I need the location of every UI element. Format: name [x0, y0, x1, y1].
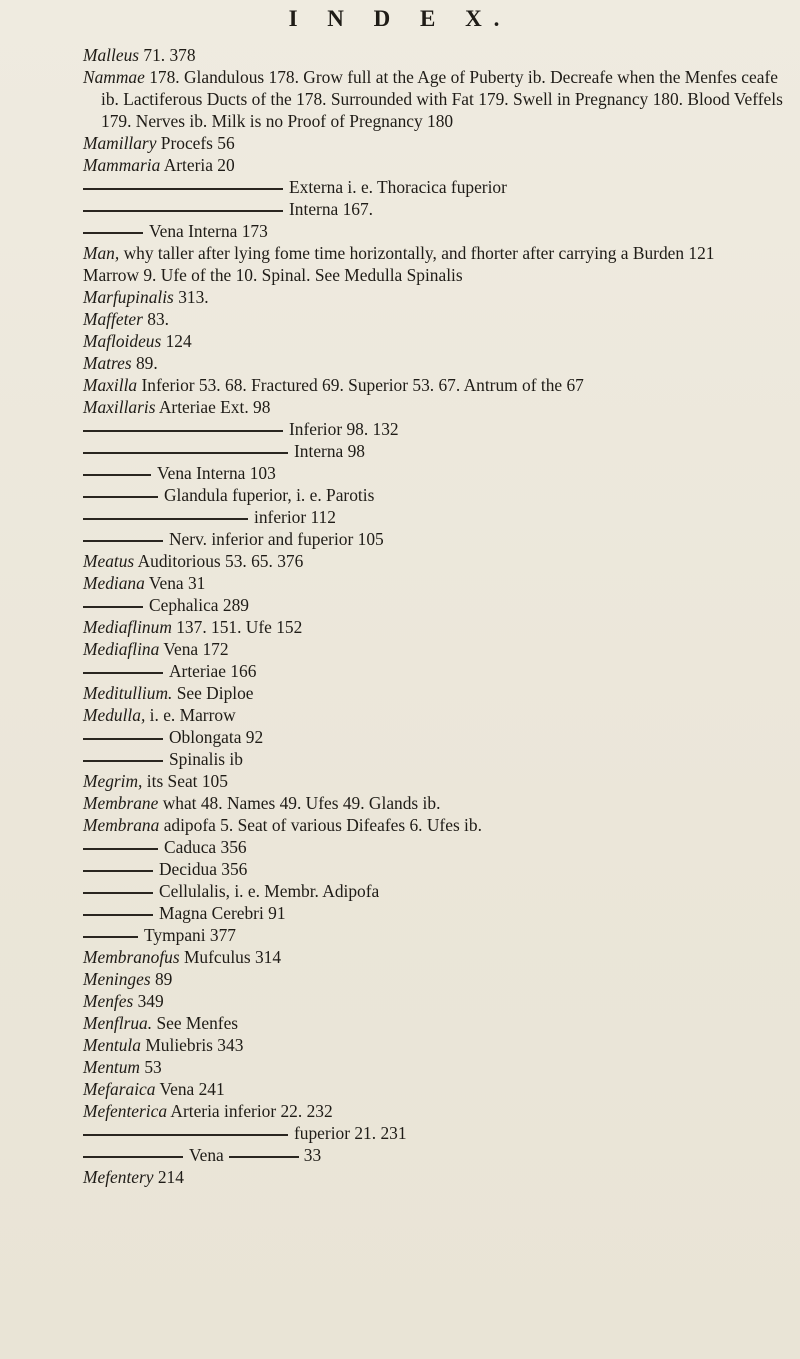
headword: Membrana [83, 815, 160, 835]
index-subentry [83, 660, 789, 682]
index-subentry [83, 880, 789, 902]
entry-text: Externa i. e. Thoracica fuperior [289, 177, 507, 197]
index-entry [83, 946, 789, 968]
index-entry [83, 682, 789, 704]
headword: Mediaflina [83, 639, 160, 659]
headword: Nammae [83, 67, 145, 87]
index-entry [83, 814, 789, 836]
index-entry [83, 286, 789, 308]
headword: Membrane [83, 793, 159, 813]
index-subentry [83, 484, 789, 506]
entry-text: 313. [178, 287, 209, 307]
headword: Mefaraica [83, 1079, 156, 1099]
index-subentry [83, 594, 789, 616]
headword: Mafloideus [83, 331, 162, 351]
entry-text: 89. [135, 353, 158, 373]
index-entry [83, 1100, 789, 1122]
entry-text: Muliebris 343 [145, 1035, 244, 1055]
ditto-rule [83, 1134, 288, 1136]
headword: Mefenterica [83, 1101, 168, 1121]
index-entry [83, 616, 789, 638]
index-entry [83, 1078, 789, 1100]
index-entry [83, 1012, 789, 1034]
index-entry [83, 990, 789, 1012]
entry-text: Mufculus 314 [183, 947, 282, 967]
entry-text: 137. 151. Ufe 152 [176, 617, 303, 637]
index-subentry [83, 858, 789, 880]
page-header: I N D E X. [288, 6, 512, 31]
entry-text: Caduca 356 [164, 837, 247, 857]
entry-text: adipofa 5. Seat of various Difeafes 6. Ufes ib. [163, 815, 482, 835]
entry-text: Inferior 98. 132 [289, 419, 399, 439]
entry-text: Vena 31 [148, 573, 206, 593]
ditto-rule [83, 848, 158, 850]
entry-text: Interna 98 [294, 441, 365, 461]
index-subentry [83, 440, 789, 462]
ditto-rule [83, 936, 138, 938]
entry-text: why taller after lying fome time horizontally, and fhorter after carrying a Burden 121 [123, 243, 715, 263]
ditto-rule [83, 210, 283, 212]
entry-tail: 33 [303, 1145, 322, 1165]
headword: Menfes [83, 991, 134, 1011]
entry-text: 178. Glandulous 178. Grow full at the Age of Puberty ib. Decreafe when the Menfes ceafe ib. Lactiferous Ducts of the 178. Surrounded with Fat 179. Swell in Pregnancy 180. Blood Veffels 179. Nerves ib. Milk is no Proof of Pregnancy 180 [101, 67, 783, 131]
headword: Malleus [83, 45, 140, 65]
index-entry [83, 132, 789, 154]
index-entry [83, 792, 789, 814]
headword: Menflrua. [83, 1013, 153, 1033]
headword: Matres [83, 353, 132, 373]
index-subentry [83, 462, 789, 484]
ditto-rule [83, 760, 163, 762]
entry-text: 349 [137, 991, 164, 1011]
index-entry [83, 308, 789, 330]
entry-text: its Seat 105 [146, 771, 228, 791]
ditto-rule [83, 606, 143, 608]
ditto-rule [83, 738, 163, 740]
index-entry [83, 264, 789, 286]
entry-text: 71. 378 [143, 45, 196, 65]
entry-text: i. e. Marrow [149, 705, 236, 725]
index-entry [83, 638, 789, 660]
entry-text: Vena 172 [163, 639, 229, 659]
entry-text: 124 [165, 331, 192, 351]
entry-text: Procefs 56 [160, 133, 235, 153]
entry-text: Vena Interna 103 [157, 463, 276, 483]
entry-text: Arteria inferior 22. 232 [170, 1101, 333, 1121]
entry-text: Vena 241 [159, 1079, 225, 1099]
headword: Mammaria [83, 155, 161, 175]
headword: Meditullium. [83, 683, 173, 703]
entry-text: Inferior 53. 68. Fractured 69. Superior 53. 67. Antrum of the 67 [141, 375, 584, 395]
index-subentry [83, 198, 789, 220]
entry-text: Tympani 377 [144, 925, 237, 945]
index-entry [83, 968, 789, 990]
entry-text: Cephalica 289 [149, 595, 249, 615]
index-subentry [83, 176, 789, 198]
entry-text: Arteriae Ext. 98 [158, 397, 271, 417]
leader-rule [229, 1156, 299, 1158]
entry-text: Vena Interna 173 [149, 221, 268, 241]
ditto-rule [83, 672, 163, 674]
index-subentry [83, 748, 789, 770]
entry-text: inferior 112 [254, 507, 336, 527]
entry-text: 89 [154, 969, 173, 989]
entry-text: Nerv. inferior and fuperior 105 [169, 529, 384, 549]
index-entry [83, 154, 789, 176]
entry-text: Arteria 20 [163, 155, 235, 175]
index-entry [83, 550, 789, 572]
entry-text: See Menfes [156, 1013, 239, 1033]
ditto-rule [83, 914, 153, 916]
headword: Membranofus [83, 947, 180, 967]
entry-text: 53 [144, 1057, 162, 1077]
index-entry [83, 396, 789, 418]
ditto-rule [83, 1156, 183, 1158]
ditto-rule [83, 430, 283, 432]
ditto-rule [83, 474, 151, 476]
index-entry [83, 1056, 789, 1078]
entry-text: fuperior 21. 231 [294, 1123, 407, 1143]
headword: Man, [83, 243, 120, 263]
headword: Megrim, [83, 771, 143, 791]
entry-text: 83. [147, 309, 169, 329]
index-subentry [83, 924, 789, 946]
ditto-rule [83, 518, 248, 520]
index-entry [83, 1034, 789, 1056]
headword: Mefentery [83, 1167, 154, 1187]
entry-text: Glandula fuperior, i. e. Parotis [164, 485, 375, 505]
index-entry [83, 374, 789, 396]
index-entry [83, 242, 789, 264]
entry-text: Cellulalis, i. e. Membr. Adipofa [159, 881, 380, 901]
headword: Maxillaris [83, 397, 156, 417]
headword: Maffeter [83, 309, 143, 329]
headword: Marfupinalis [83, 287, 174, 307]
entry-text: Arteriae 166 [169, 661, 257, 681]
index-subentry [83, 528, 789, 550]
entry-text: Spinalis ib [169, 749, 243, 769]
entry-text: Auditorious 53. 65. 376 [137, 551, 304, 571]
index-entry [83, 66, 789, 132]
index-entry [83, 1166, 789, 1188]
headword: Mentum [83, 1057, 140, 1077]
entry-text: Vena [189, 1145, 224, 1165]
entry-text: what 48. Names 49. Ufes 49. Glands ib. [162, 793, 441, 813]
index-subentry [83, 836, 789, 858]
index-entry [83, 770, 789, 792]
index-entry [83, 330, 789, 352]
entry-text: 214 [157, 1167, 184, 1187]
headword: Meninges [83, 969, 151, 989]
index-entry [83, 352, 789, 374]
index-subentry [83, 1144, 789, 1166]
index-entry [83, 44, 789, 66]
headword: Mentula [83, 1035, 141, 1055]
entry-text: Oblongata 92 [169, 727, 264, 747]
entry-text: Marrow 9. Ufe of the 10. Spinal. See Medulla Spinalis [83, 265, 463, 285]
ditto-rule [83, 870, 153, 872]
entry-text: Interna 167. [289, 199, 374, 219]
index-list [83, 44, 789, 1188]
headword: Mamillary [83, 133, 157, 153]
index-subentry [83, 220, 789, 242]
index-entry [83, 572, 789, 594]
index-subentry [83, 506, 789, 528]
index-subentry [83, 726, 789, 748]
headword: Maxilla [83, 375, 138, 395]
index-subentry [83, 1122, 789, 1144]
headword: Medulla, [83, 705, 146, 725]
entry-text: Decidua 356 [159, 859, 248, 879]
index-entry [83, 704, 789, 726]
ditto-rule [83, 188, 283, 190]
ditto-rule [83, 540, 163, 542]
entry-text: See Diploe [176, 683, 254, 703]
ditto-rule [83, 892, 153, 894]
index-subentry [83, 902, 789, 924]
ditto-rule [83, 452, 288, 454]
index-subentry [83, 418, 789, 440]
ditto-rule [83, 496, 158, 498]
headword: Mediaflinum [83, 617, 172, 637]
headword: Mediana [83, 573, 145, 593]
headword: Meatus [83, 551, 135, 571]
entry-text: Magna Cerebri 91 [159, 903, 286, 923]
ditto-rule [83, 232, 143, 234]
